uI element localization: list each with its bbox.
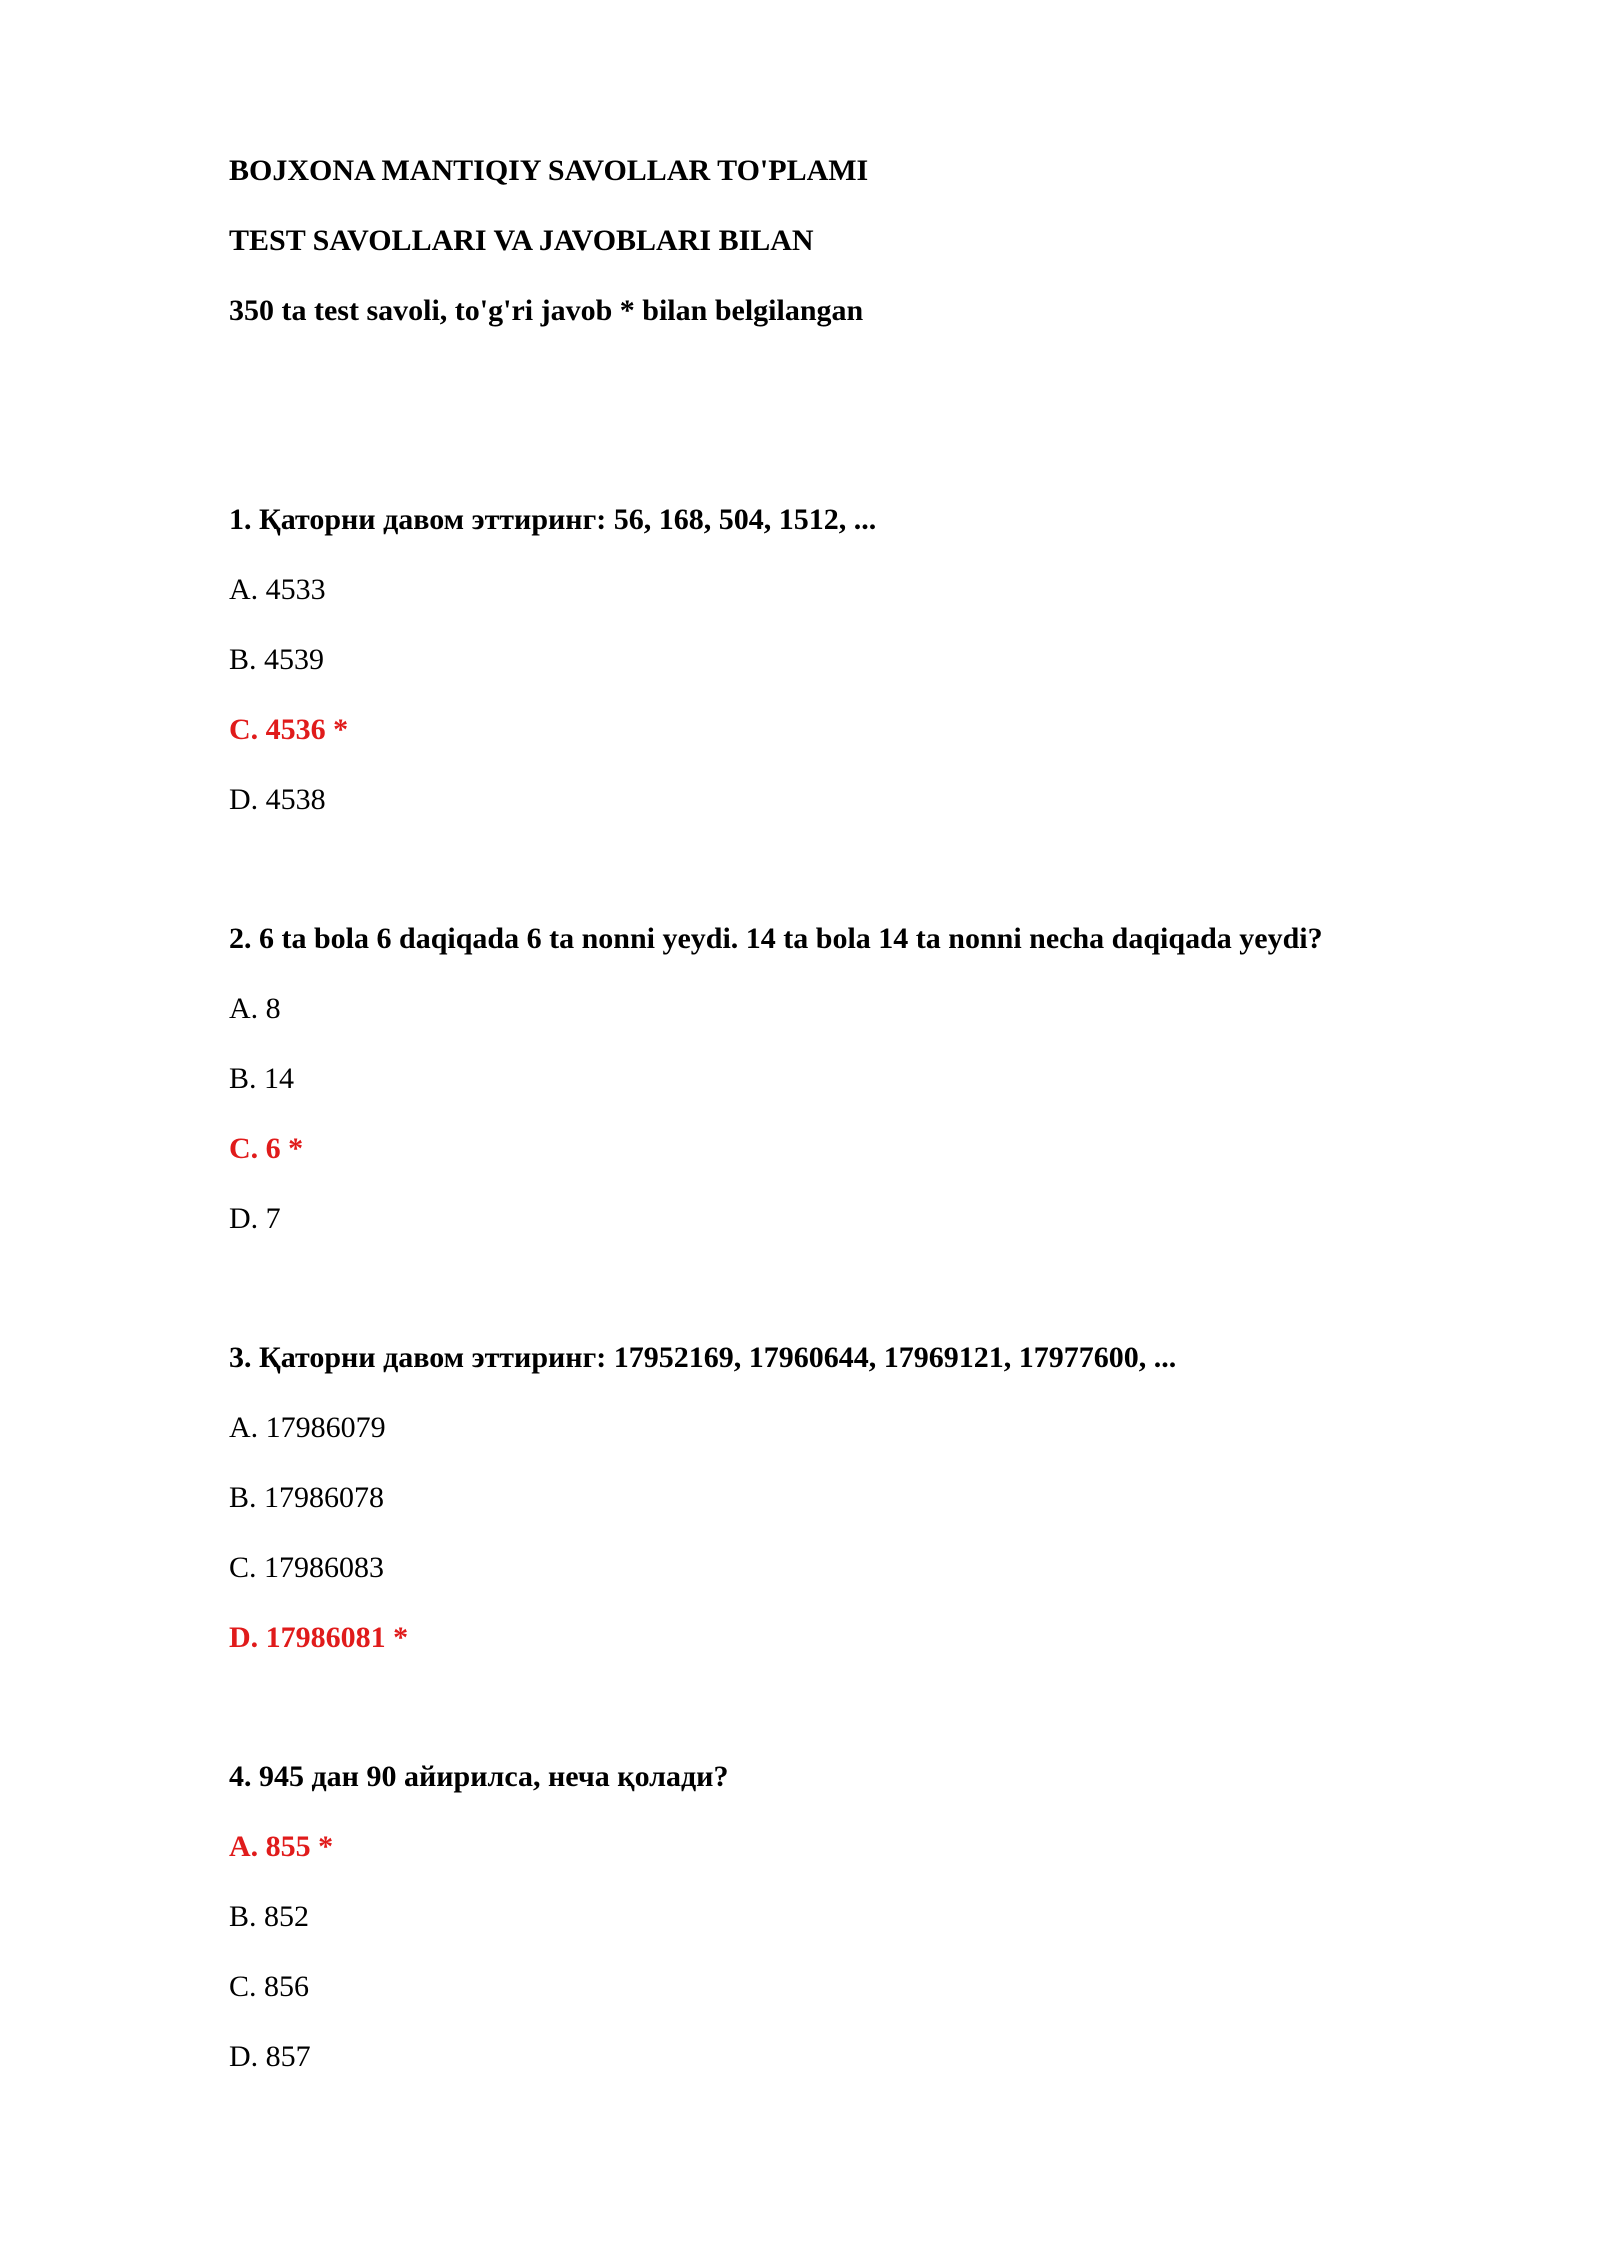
question-4-text: 4. 945 дан 90 айирилса, неча қолади? <box>229 1760 729 1793</box>
question-3-option-b: B. 17986078 <box>229 1481 385 1514</box>
question-1-option-c: C. 4536 * <box>229 713 349 746</box>
question-1-option-d: D. 4538 <box>229 783 326 816</box>
document-subtitle: TEST SAVOLLARI VA JAVOBLARI BILAN <box>229 224 814 257</box>
question-3-option-a: A. 17986079 <box>229 1411 386 1444</box>
question-2-option-a: A. 8 <box>229 992 281 1025</box>
document-title: BOJXONA MANTIQIY SAVOLLAR TO'PLAMI <box>229 154 869 187</box>
question-4-option-c: C. 856 <box>229 1970 310 2003</box>
question-1-option-a: A. 4533 <box>229 573 326 606</box>
question-3-text: 3. Қаторни давом эттиринг: 17952169, 17960644, 17969121, 17977600, ... <box>229 1341 1177 1374</box>
question-2-text: 2. 6 ta bola 6 daqiqada 6 ta nonni yeydi. 14 ta bola 14 ta nonni necha daqiqada yeydi? <box>229 922 1323 955</box>
question-4-option-d: D. 857 <box>229 2040 311 2073</box>
question-3-option-d: D. 17986081 * <box>229 1621 409 1654</box>
document-note: 350 ta test savoli, to'g'ri javob * bilan belgilangan <box>229 294 864 327</box>
question-4-option-b: B. 852 <box>229 1900 310 1933</box>
question-3-option-c: C. 17986083 <box>229 1551 385 1584</box>
question-4-option-a: A. 855 * <box>229 1830 334 1863</box>
question-1-text: 1. Қаторни давом эттиринг: 56, 168, 504, 1512, ... <box>229 503 877 536</box>
question-1-option-b: B. 4539 <box>229 643 325 676</box>
question-2-option-b: B. 14 <box>229 1062 295 1095</box>
question-2-option-c: C. 6 * <box>229 1132 304 1165</box>
question-2-option-d: D. 7 <box>229 1202 281 1235</box>
